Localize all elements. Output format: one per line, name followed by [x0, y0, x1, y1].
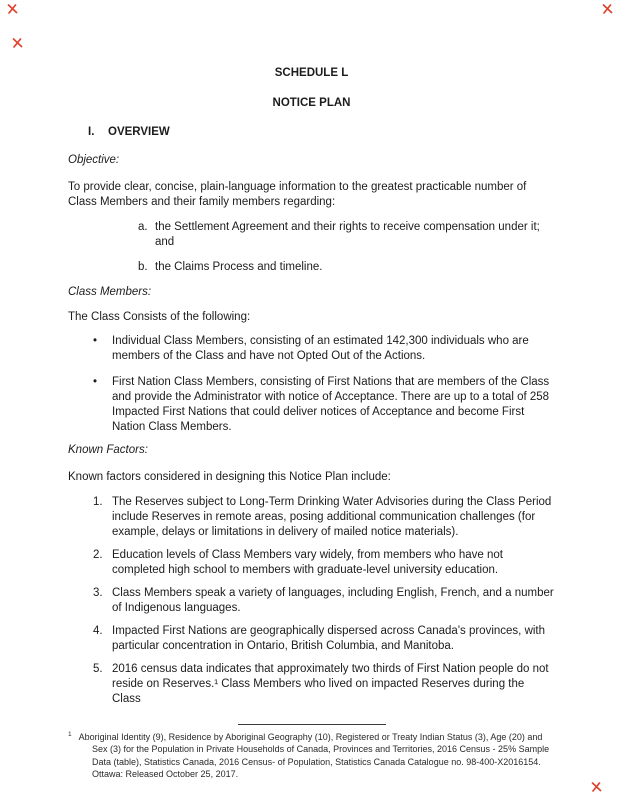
- list-text: 2016 census data indicates that approximately two thirds of First Nation people do not reside on Reserves.¹ Class Members who lived on impacted Reserves during the Class: [112, 663, 549, 705]
- footnote-marker: 1: [68, 730, 72, 738]
- list-marker: 1.: [93, 496, 103, 508]
- lettered-item-a: [138, 220, 555, 250]
- corner-mark-left-icon: [12, 38, 23, 48]
- list-text: the Settlement Agreement and their rights to receive compensation under it; and: [155, 221, 540, 248]
- list-marker: b.: [138, 261, 148, 273]
- list-marker: 5.: [93, 663, 103, 675]
- list-marker: 4.: [93, 625, 103, 637]
- list-marker: 3.: [93, 587, 103, 599]
- lettered-item-b: [138, 260, 555, 275]
- objective-label: Objective:: [68, 154, 120, 166]
- numbered-item-1: [93, 495, 555, 540]
- section-number: I.: [88, 126, 95, 138]
- known-factors-label: Known Factors:: [68, 444, 148, 456]
- numbered-item-2: [93, 548, 555, 578]
- list-text: The Reserves subject to Long-Term Drinking Water Advisories during the Class Period include Reserves in remote areas, posing additional communication challenges (for example, delays or limitations in delivery of mailed notice materials).: [112, 496, 552, 538]
- class-members-intro: The Class Consists of the following:: [68, 311, 251, 323]
- list-marker: 2.: [93, 549, 103, 561]
- list-text: First Nation Class Members, consisting of First Nations that are members of the Class and provide the Administrator with notice of Acceptance. There are up to a total of 258 Impacted First Nations that could deliver notices of Acceptance and become First Nation Class Members.: [112, 376, 550, 433]
- class-members-label: Class Members:: [68, 286, 152, 298]
- section-title: OVERVIEW: [108, 126, 170, 138]
- list-text: Education levels of Class Members vary widely, from members who have not completed high school to members with graduate-level university education.: [112, 549, 503, 576]
- section-heading-overview: [68, 125, 555, 140]
- bullet-item-individual: [93, 334, 555, 364]
- corner-mark-top-left-icon: [7, 4, 18, 14]
- numbered-item-3: [93, 586, 555, 616]
- list-marker: a.: [138, 221, 148, 233]
- footnote: [68, 731, 555, 781]
- footnote-separator: [238, 724, 386, 725]
- footnote-text: Aboriginal Identity (9), Residence by Aboriginal Geography (10), Registered or Treaty Indian Status (3), Age (20) and Sex (3) for the Population in Private Households of Canada, Provinces and Territories, 2016 Census - 25% Sample Data (table), Statistics Canada, 2016 Census- of Population, Statistics Canada Catalogue no. 98-400-X2016154. Ottawa: Released October 25, 2017.: [78, 731, 550, 780]
- corner-mark-bottom-right-icon: [591, 782, 602, 792]
- document-title: SCHEDULE L: [274, 67, 349, 79]
- footnote-paragraph: [68, 731, 555, 781]
- numbered-item-5: [93, 662, 555, 707]
- known-factors-intro: Known factors considered in designing this Notice Plan include:: [68, 471, 391, 483]
- list-text: Individual Class Members, consisting of an estimated 142,300 individuals who are members of the Class and have not Opted Out of the Actions.: [112, 335, 529, 362]
- list-text: Impacted First Nations are geographically dispersed across Canada's provinces, with particular concentration in Ontario, British Columbia, and Manitoba.: [112, 625, 546, 652]
- corner-mark-top-right-icon: [602, 4, 613, 14]
- list-text: the Claims Process and timeline.: [155, 261, 323, 273]
- bullet-icon: •: [93, 335, 98, 347]
- list-text: Class Members speak a variety of languages, including English, French, and a number of Indigenous languages.: [112, 587, 554, 614]
- objective-paragraph: To provide clear, concise, plain-language information to the greatest practicable number of Class Members and their family members regarding:: [68, 181, 527, 208]
- bullet-item-first-nation: [93, 375, 555, 435]
- bullet-icon: •: [93, 376, 98, 388]
- numbered-item-4: [93, 624, 555, 654]
- document-subtitle: NOTICE PLAN: [272, 97, 351, 109]
